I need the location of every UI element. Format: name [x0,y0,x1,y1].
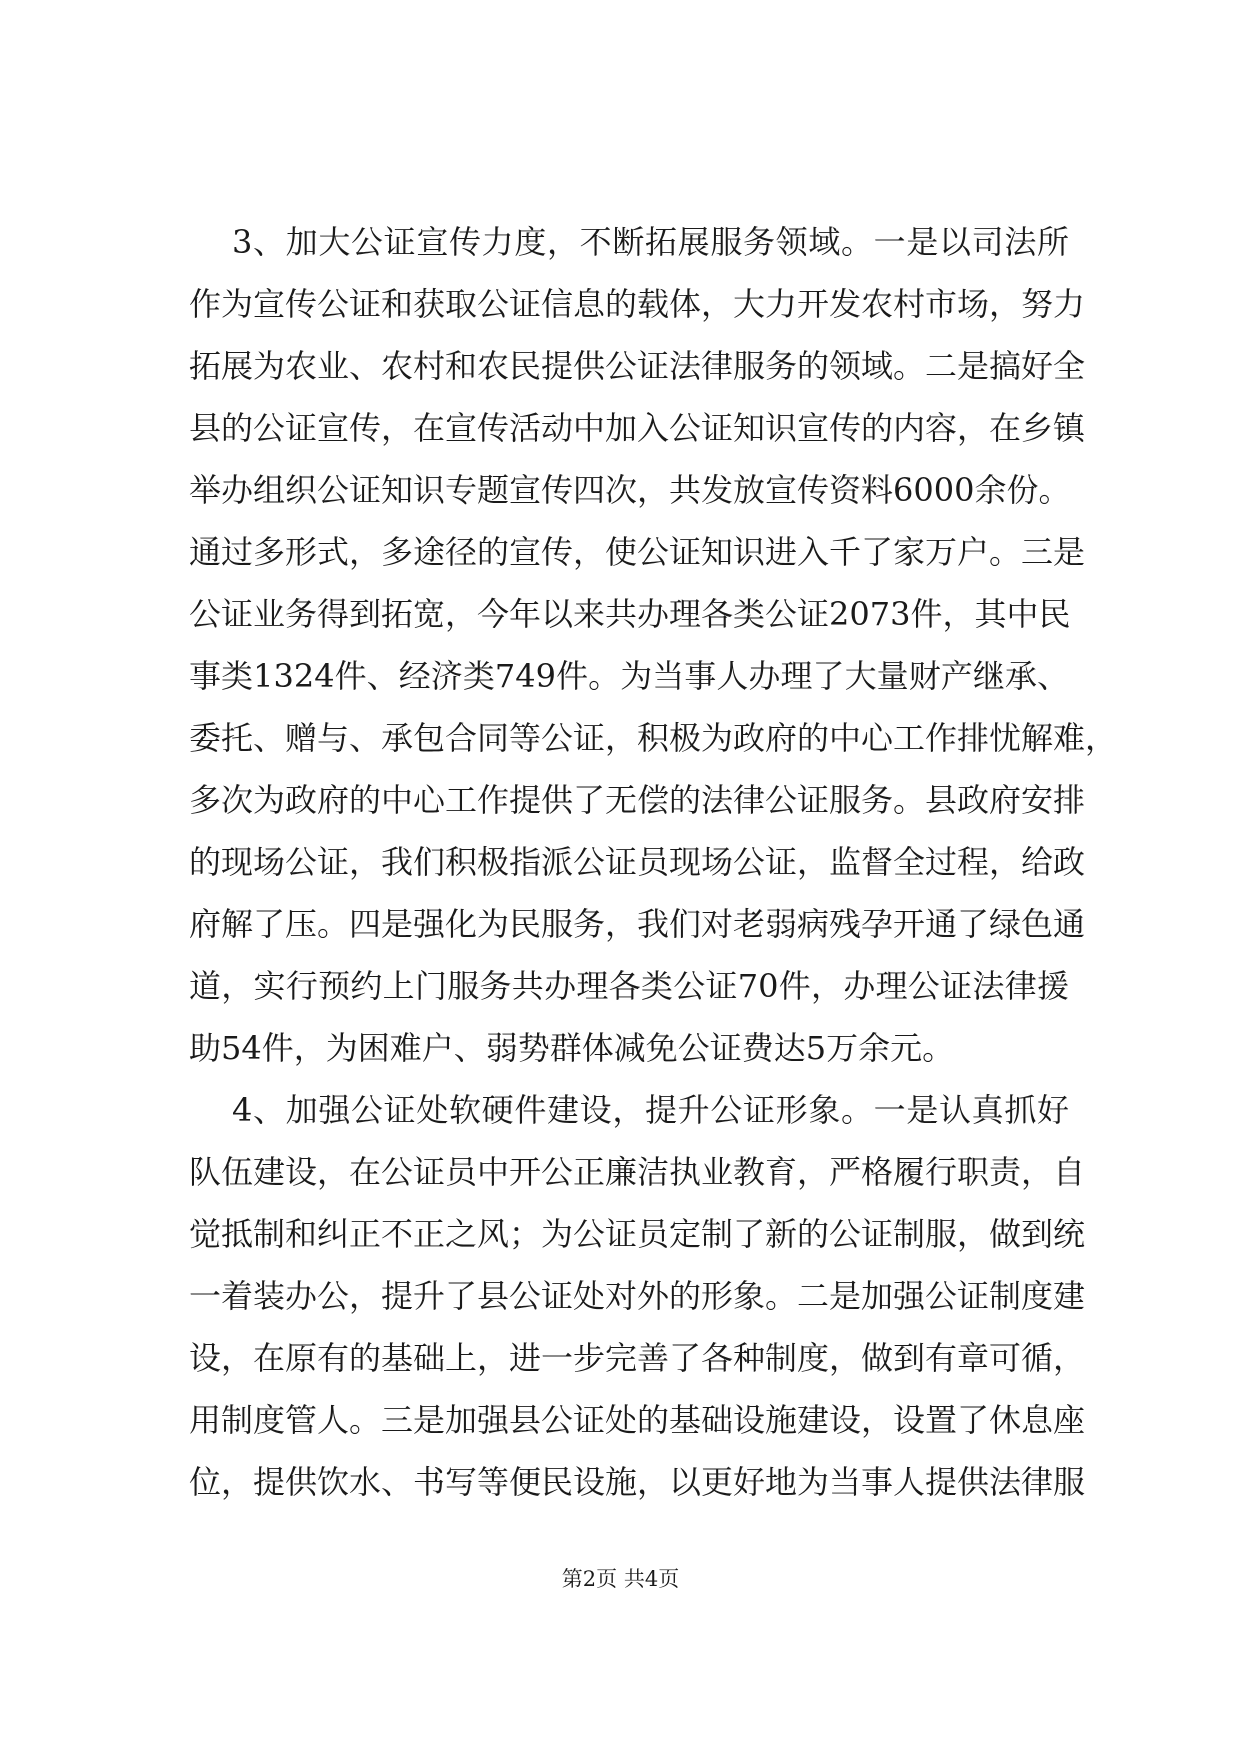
paragraph-line: 县的公证宣传，在宣传活动中加入公证知识宣传的内容，在乡镇 [189,409,1086,447]
paragraph-line: 队伍建设，在公证员中开公正廉洁执业教育，严格履行职责，自 [189,1153,1086,1191]
paragraph-line: 作为宣传公证和获取公证信息的载体，大力开发农村市场，努力 [189,285,1086,323]
paragraph-line: 举办组织公证知识专题宣传四次，共发放宣传资料6000余份。 [189,471,1071,509]
paragraph-line: 道，实行预约上门服务共办理各类公证70件，办理公证法律援 [189,967,1069,1005]
paragraph-line: 设，在原有的基础上，进一步完善了各种制度，做到有章可循， [189,1339,1086,1377]
paragraph-line: 多次为政府的中心工作提供了无偿的法律公证服务。县政府安排 [189,781,1086,819]
paragraph-line: 委托、赠与、承包合同等公证，积极为政府的中心工作排忧解难， [189,719,1118,757]
page-number-footer: 第2页 共4页 [561,1567,680,1591]
paragraph-line: 事类1324件、经济类749件。为当事人办理了大量财产继承、 [189,657,1069,695]
paragraph-line: 觉抵制和纠正不正之风；为公证员定制了新的公证制服，做到统 [189,1215,1086,1253]
paragraph-line: 一着装办公，提升了县公证处对外的形象。二是加强公证制度建 [189,1277,1086,1315]
paragraph-line: 3、加大公证宣传力度，不断拓展服务领域。一是以司法所 [232,223,1069,261]
paragraph-line: 通过多形式，多途径的宣传，使公证知识进入千了家万户。三是 [189,533,1086,571]
paragraph-line: 助54件，为困难户、弱势群体减免公证费达5万余元。 [189,1029,955,1067]
paragraph-line: 府解了压。四是强化为民服务，我们对老弱病残孕开通了绿色通 [189,905,1086,943]
paragraph-line: 公证业务得到拓宽，今年以来共办理各类公证2073件，其中民 [189,595,1071,633]
paragraph-line: 4、加强公证处软硬件建设，提升公证形象。一是认真抓好 [232,1091,1069,1129]
paragraph-line: 用制度管人。三是加强县公证处的基础设施建设，设置了休息座 [189,1401,1086,1439]
paragraph-line: 的现场公证，我们积极指派公证员现场公证，监督全过程，给政 [189,843,1086,881]
paragraph-line: 拓展为农业、农村和农民提供公证法律服务的领域。二是搞好全 [189,347,1086,385]
paragraph-line: 位，提供饮水、书写等便民设施，以更好地为当事人提供法律服 [189,1463,1086,1501]
